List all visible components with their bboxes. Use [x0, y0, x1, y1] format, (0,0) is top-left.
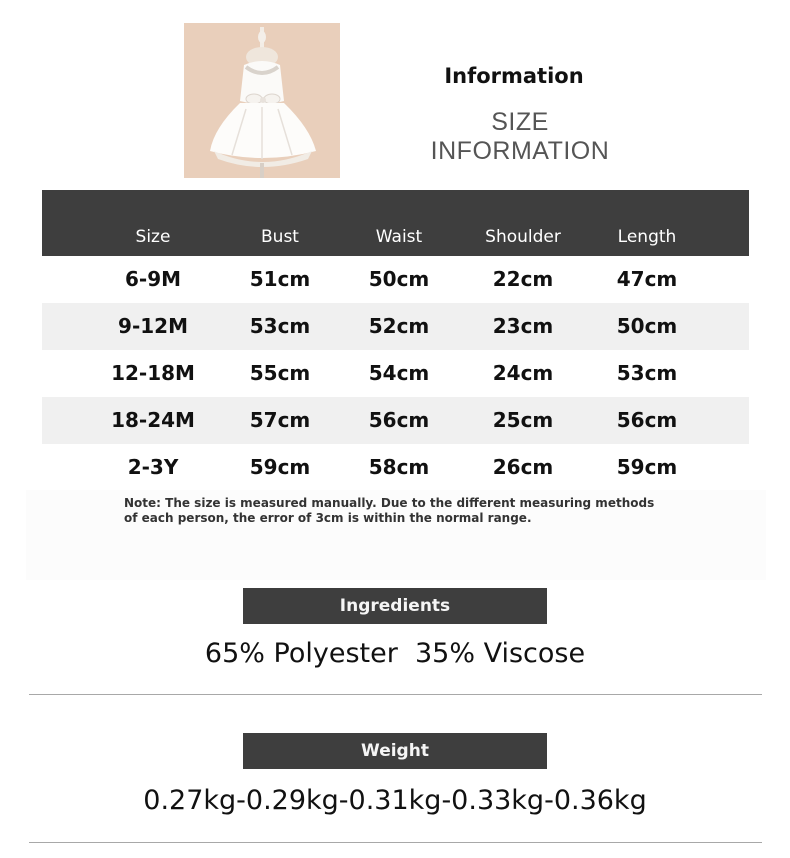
cell-shoulder: 25cm — [492, 408, 554, 432]
cell-size: 18-24M — [111, 408, 195, 432]
column-header-waist: Waist — [375, 227, 423, 247]
cell-bust: 53cm — [249, 314, 311, 338]
cell-shoulder: 24cm — [492, 361, 554, 385]
column-header-bust: Bust — [261, 227, 299, 247]
cell-bust: 55cm — [249, 361, 311, 385]
cell-size: 6-9M — [124, 267, 182, 291]
cell-shoulder: 23cm — [492, 314, 554, 338]
cell-length: 50cm — [616, 314, 678, 338]
divider — [29, 694, 762, 695]
cell-waist: 58cm — [368, 455, 430, 479]
column-header-length: Length — [617, 227, 677, 247]
weight-label: Weight — [243, 733, 547, 769]
size-table-header — [42, 190, 749, 256]
cell-bust: 57cm — [249, 408, 311, 432]
table-row — [42, 444, 749, 491]
cell-length: 47cm — [616, 267, 678, 291]
column-header-shoulder: Shoulder — [485, 227, 561, 247]
table-row — [42, 397, 749, 444]
cell-waist: 54cm — [368, 361, 430, 385]
size-note-line-1: Note: The size is measured manually. Due to the different measuring methods — [124, 496, 655, 510]
cell-waist: 50cm — [368, 267, 430, 291]
cell-size: 2-3Y — [127, 455, 179, 479]
ingredients-label: Ingredients — [243, 588, 547, 624]
cell-size: 9-12M — [118, 314, 188, 338]
cell-bust: 51cm — [249, 267, 311, 291]
divider — [29, 842, 762, 843]
cell-size: 12-18M — [111, 361, 195, 385]
table-row — [42, 303, 749, 350]
size-note — [124, 496, 684, 526]
size-table — [42, 190, 749, 491]
cell-bust: 59cm — [249, 455, 311, 479]
product-image — [184, 23, 340, 178]
cell-length: 59cm — [616, 455, 678, 479]
table-row — [42, 350, 749, 397]
cell-length: 56cm — [616, 408, 678, 432]
cell-length: 53cm — [616, 361, 678, 385]
column-header-size: Size — [135, 227, 171, 247]
size-note-line-2: of each person, the error of 3cm is within the normal range. — [124, 511, 532, 525]
cell-waist: 56cm — [368, 408, 430, 432]
dress-illustration — [184, 23, 340, 178]
page-title: Information — [444, 64, 584, 88]
cell-shoulder: 26cm — [492, 455, 554, 479]
table-row — [42, 256, 749, 303]
section-subtitle: SIZE INFORMATION — [430, 108, 610, 165]
cell-shoulder: 22cm — [492, 267, 554, 291]
cell-waist: 52cm — [368, 314, 430, 338]
ingredients-value: 65% Polyester 35% Viscose — [204, 638, 586, 669]
weight-value: 0.27kg-0.29kg-0.31kg-0.33kg-0.36kg — [143, 785, 647, 816]
